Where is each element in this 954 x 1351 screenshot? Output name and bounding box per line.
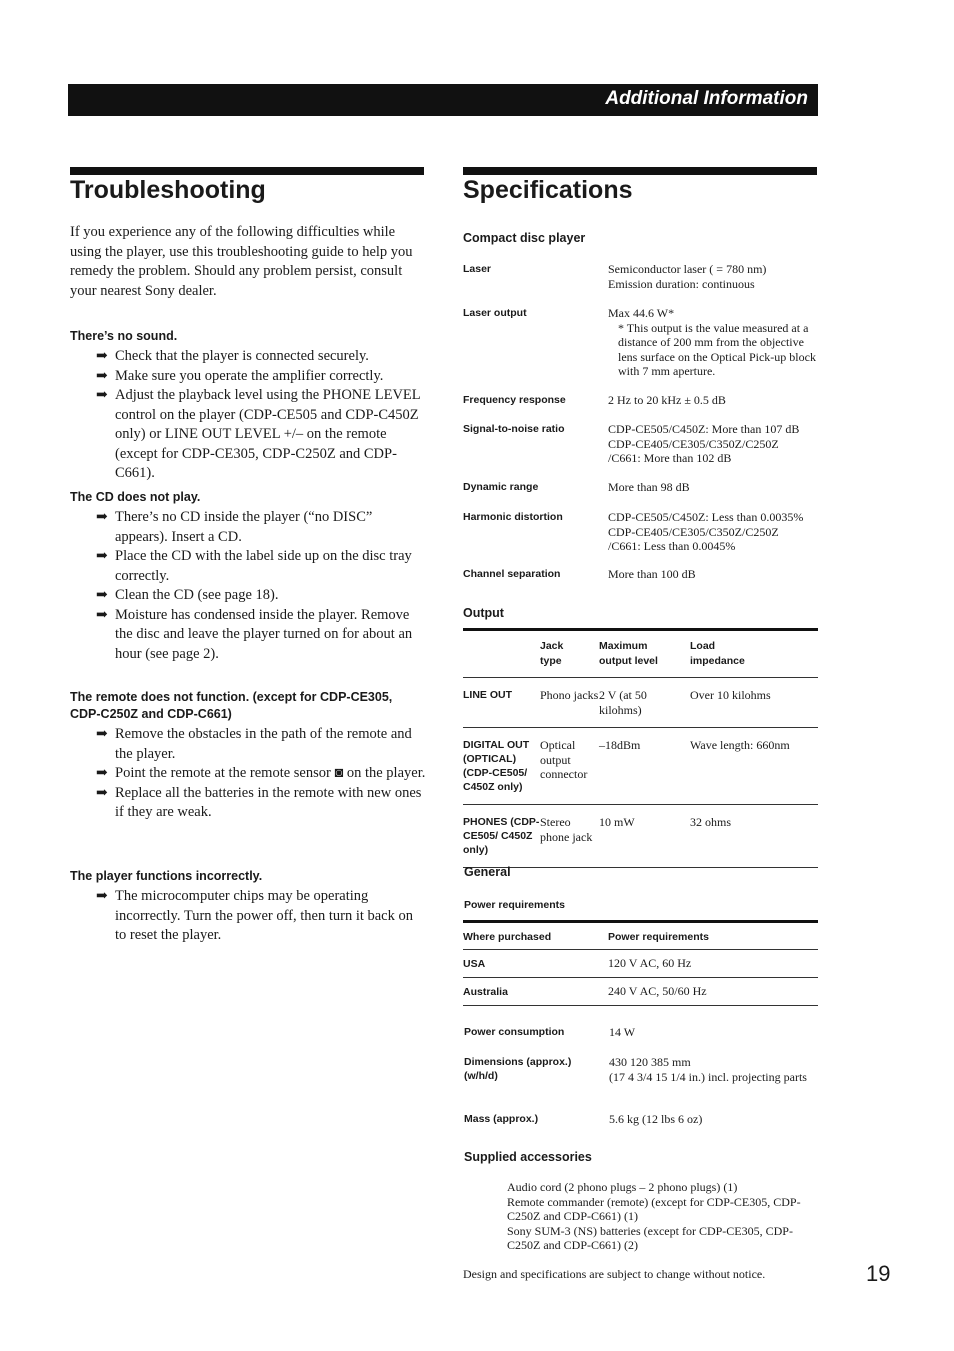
general-heading: General bbox=[464, 865, 511, 879]
list-item bbox=[96, 367, 426, 387]
output-table bbox=[463, 628, 818, 868]
specifications-title: Specifications bbox=[463, 176, 633, 204]
arrow-right-icon: ➡ bbox=[96, 349, 108, 364]
table-cell: 240 V AC, 50/60 Hz bbox=[608, 984, 707, 998]
table-header: Maximum output level bbox=[599, 640, 658, 667]
table-row bbox=[463, 978, 818, 1006]
power-requirements-label: Power requirements bbox=[464, 899, 565, 911]
power-requirements-table bbox=[463, 920, 818, 1006]
accessories-list bbox=[507, 1180, 819, 1253]
table-cell: 2 V (at 50 kilohms) bbox=[599, 688, 647, 717]
ts-item-text: Adjust the playback level using the PHONE LEVEL control on the player (CDP-CE505 and CDP-C450Z only) or LINE OUT LEVEL +/– on the remote (except for CDP-CE305, CDP-C250Z and CDP-C661). bbox=[115, 387, 421, 481]
ts-heading: The remote does not function. (except for CDP-CE305, CDP-C250Z and CDP-C661) bbox=[70, 690, 393, 721]
list-item bbox=[96, 347, 426, 367]
ts-item-text: Remove the obstacles in the path of the remote and the player. bbox=[115, 726, 412, 762]
output-heading: Output bbox=[463, 606, 504, 620]
ts-list bbox=[70, 725, 426, 823]
ts-item-text: Make sure you operate the amplifier correctly. bbox=[115, 367, 384, 384]
ts-item-text: Point the remote at the remote sensor ◙ on the player. bbox=[115, 765, 426, 781]
troubleshooting-title: Troubleshooting bbox=[70, 176, 266, 204]
table-cell: Stereo phone jack bbox=[540, 815, 593, 844]
ts-group-remote bbox=[70, 689, 426, 823]
spec-value-line: /C661: Less than 0.0045% bbox=[608, 539, 736, 553]
ts-item-text: The microcomputer chips may be operating incorrectly. Turn the power off, then turn it back on to reset the player. bbox=[115, 888, 413, 943]
list-item: Sony SUM-3 (NS) batteries (except for CDP-CE305, CDP-C250Z and CDP-C661) (2) bbox=[507, 1223, 793, 1252]
arrow-right-icon: ➡ bbox=[96, 889, 108, 904]
table-row bbox=[463, 728, 818, 805]
page-number: 19 bbox=[866, 1261, 891, 1286]
list-item: Audio cord (2 phono plugs – 2 phono plugs) (1) bbox=[507, 1180, 738, 1194]
section-header-bar bbox=[68, 84, 818, 116]
list-item bbox=[96, 784, 426, 823]
arrow-right-icon: ➡ bbox=[96, 588, 108, 603]
spec-value-line: 430 120 385 mm bbox=[609, 1055, 691, 1069]
list-item bbox=[96, 508, 426, 547]
spec-label: Channel separation bbox=[463, 568, 561, 580]
ts-item-text: Clean the CD (see page 18). bbox=[115, 587, 279, 603]
table-header-row bbox=[463, 922, 818, 950]
ts-item-text: Moisture has condensed inside the player. Remove the disc and leave the player turned on for about an hour (see page 2). bbox=[115, 606, 413, 662]
spec-value: 5.6 kg (12 lbs 6 oz) bbox=[609, 1112, 703, 1126]
spec-value bbox=[608, 567, 823, 582]
spec-value-line: More than 100 dB bbox=[608, 567, 696, 581]
ts-item-text: Check that the player is connected securely. bbox=[115, 348, 369, 364]
table-header: Where purchased bbox=[463, 931, 552, 943]
table-header: Power requirements bbox=[608, 931, 709, 943]
table-row bbox=[463, 805, 818, 868]
spec-label: Harmonic distortion bbox=[463, 511, 563, 523]
table-header bbox=[463, 630, 540, 678]
spec-value bbox=[608, 262, 823, 291]
spec-value-line: CDP-CE505/C450Z: More than 107 dB bbox=[608, 422, 800, 436]
section-header-title: Additional Information bbox=[605, 88, 808, 109]
list-item bbox=[96, 764, 426, 784]
accessories-heading: Supplied accessories bbox=[464, 1150, 592, 1164]
list-item: Remote commander (remote) (except for CDP-CE305, CDP-C250Z and CDP-C661) (1) bbox=[507, 1194, 801, 1223]
table-row bbox=[463, 678, 818, 728]
spec-label: Mass (approx.) bbox=[464, 1113, 539, 1125]
spec-value: 14 W bbox=[609, 1025, 636, 1039]
spec-label: Laser bbox=[463, 263, 492, 275]
ts-list bbox=[70, 347, 426, 484]
table-cell: Phono jacks bbox=[540, 688, 599, 702]
ts-group-cd-not-play bbox=[70, 489, 426, 664]
ts-heading: The CD does not play. bbox=[70, 490, 201, 504]
spec-value-line: /C661: More than 102 dB bbox=[608, 451, 732, 465]
arrow-right-icon: ➡ bbox=[96, 785, 108, 801]
arrow-right-icon: ➡ bbox=[96, 549, 108, 564]
table-cell: Wave length: 660nm bbox=[690, 738, 790, 752]
specifications-rule bbox=[463, 167, 817, 175]
spec-value bbox=[608, 393, 823, 408]
table-header: Load impedance bbox=[690, 640, 745, 667]
spec-value-line: More than 98 dB bbox=[608, 480, 690, 494]
ts-heading: The player functions incorrectly. bbox=[70, 869, 263, 883]
arrow-right-icon: ➡ bbox=[96, 388, 108, 403]
ts-item-text: There’s no CD inside the player (“no DISC” appears). Insert a CD. bbox=[115, 509, 373, 545]
table-cell: USA bbox=[463, 957, 486, 970]
spec-value-line: Emission duration: continuous bbox=[608, 276, 755, 291]
table-cell: Australia bbox=[463, 985, 508, 998]
ts-item-text: Place the CD with the label side up on the disc tray correctly. bbox=[115, 548, 412, 584]
table-cell: Over 10 kilohms bbox=[690, 688, 771, 702]
spec-value-line: (17 4 3/4 15 1/4 in.) incl. projecting parts bbox=[609, 1069, 807, 1084]
table-cell: DIGITAL OUT (OPTICAL) (CDP-CE505/ C450Z only) bbox=[463, 739, 530, 793]
table-cell: Optical output connector bbox=[540, 738, 588, 781]
table-cell: 10 mW bbox=[599, 815, 635, 829]
spec-label: Dimensions (approx.) (w/h/d) bbox=[464, 1056, 572, 1082]
troubleshooting-intro: If you experience any of the following difficulties while using the player, use this troubleshooting guide to help you remedy the problem. Should any problem persist, consult your nearest Sony dealer. bbox=[70, 224, 413, 299]
spec-value bbox=[608, 422, 823, 466]
arrow-right-icon: ➡ bbox=[96, 766, 108, 781]
arrow-right-icon: ➡ bbox=[96, 607, 108, 623]
footer-note: Design and specifications are subject to change without notice. bbox=[463, 1267, 766, 1281]
ts-list bbox=[70, 508, 426, 664]
spec-value bbox=[608, 306, 823, 379]
ts-item-text: Replace all the batteries in the remote with new ones if they are weak. bbox=[115, 784, 422, 820]
ts-heading: There’s no sound. bbox=[70, 329, 178, 343]
table-header-row bbox=[463, 630, 818, 678]
table-cell: PHONES (CDP-CE505/ C450Z only) bbox=[463, 816, 540, 856]
table-cell: 120 V AC, 60 Hz bbox=[608, 956, 692, 970]
spec-label: Laser output bbox=[463, 307, 527, 319]
ts-group-incorrect bbox=[70, 868, 426, 946]
ts-group-no-sound bbox=[70, 328, 426, 484]
spec-label: Power consumption bbox=[464, 1026, 565, 1038]
spec-value-line: Max 44.6 W* bbox=[608, 306, 675, 320]
table-cell: LINE OUT bbox=[463, 689, 512, 701]
spec-value bbox=[609, 1055, 824, 1084]
spec-label: Signal-to-noise ratio bbox=[463, 423, 565, 435]
arrow-right-icon: ➡ bbox=[96, 368, 108, 384]
arrow-right-icon: ➡ bbox=[96, 510, 108, 525]
spec-value-line: 2 Hz to 20 kHz ± 0.5 dB bbox=[608, 393, 726, 407]
spec-value-line: CDP-CE505/C450Z: Less than 0.0035% bbox=[608, 510, 804, 524]
spec-value-line: Semiconductor laser ( = 780 nm) bbox=[608, 262, 767, 276]
spec-value-line: CDP-CE405/CE305/C350Z/C250Z bbox=[608, 524, 779, 539]
spec-value bbox=[608, 480, 823, 495]
table-row bbox=[463, 950, 818, 978]
spec-value bbox=[608, 510, 823, 554]
spec-label: Dynamic range bbox=[463, 481, 539, 493]
list-item bbox=[96, 725, 426, 764]
table-cell: 32 ohms bbox=[690, 815, 732, 829]
list-item bbox=[96, 606, 426, 665]
list-item bbox=[96, 586, 426, 606]
list-item bbox=[96, 547, 426, 586]
cd-player-heading: Compact disc player bbox=[463, 231, 586, 245]
table-cell: –18dBm bbox=[599, 738, 641, 752]
troubleshooting-rule bbox=[70, 167, 424, 175]
spec-footnote: * This output is the value measured at a distance of 200 mm from the objective lens surface on the Optical Pick-up block with 7 mm aperture. bbox=[618, 320, 816, 378]
spec-value-line: CDP-CE405/CE305/C350Z/C250Z bbox=[608, 436, 779, 451]
table-header: Jack type bbox=[540, 640, 564, 667]
list-item bbox=[96, 386, 426, 484]
arrow-right-icon: ➡ bbox=[96, 727, 108, 742]
ts-list bbox=[70, 887, 426, 946]
spec-label: Frequency response bbox=[463, 394, 566, 406]
list-item bbox=[96, 887, 426, 946]
